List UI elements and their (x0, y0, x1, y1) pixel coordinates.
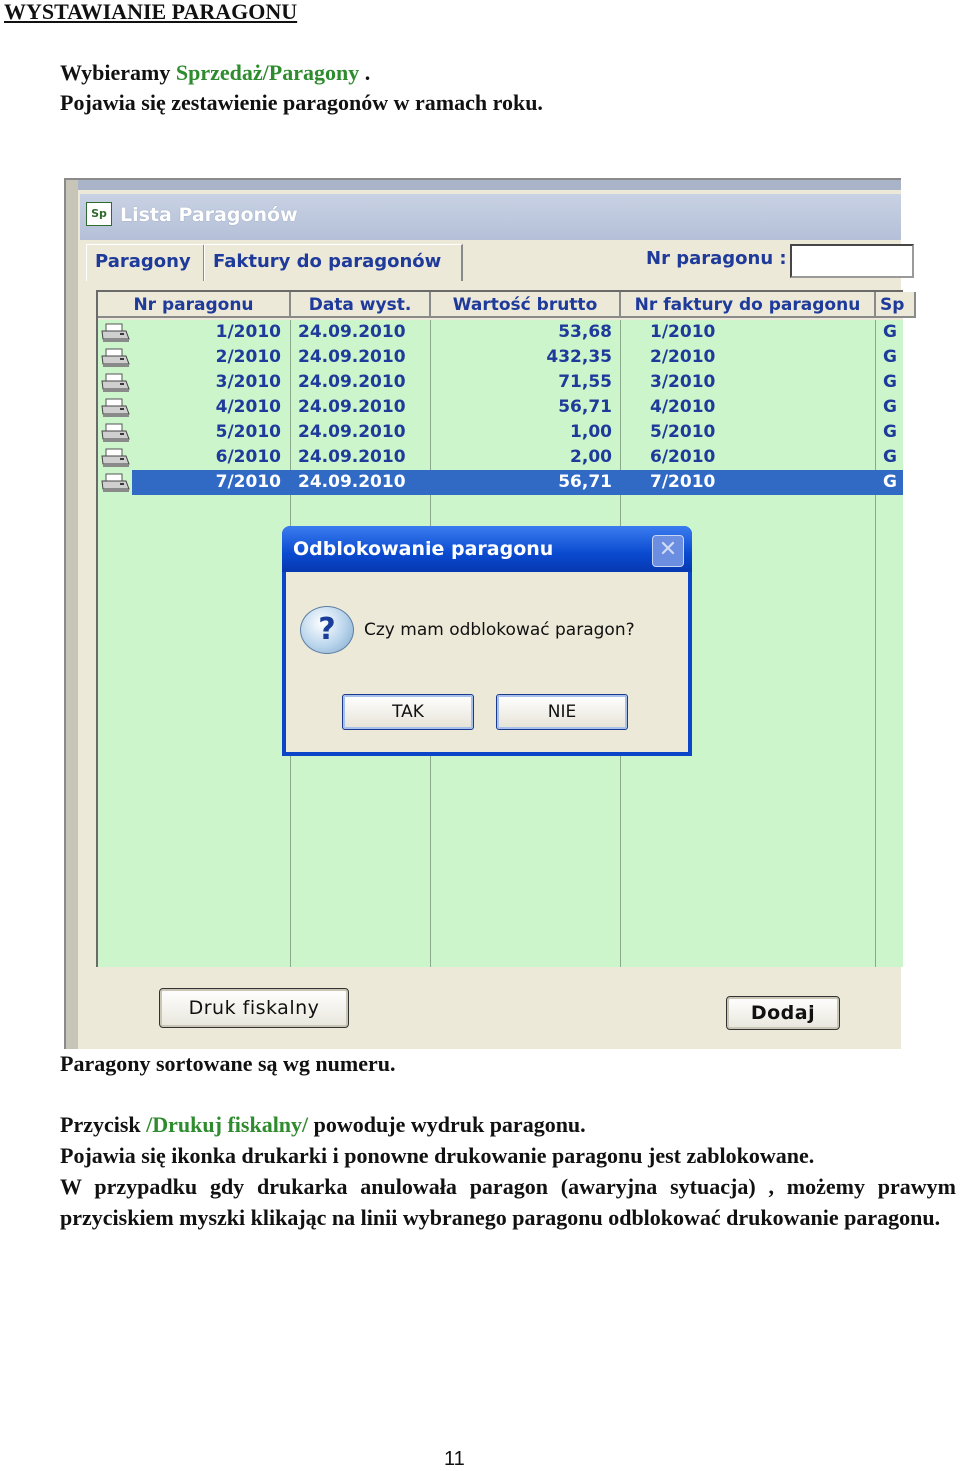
add-button[interactable]: Dodaj (726, 996, 840, 1030)
cell-invoice: 2/2010 (650, 347, 716, 367)
cell-invoice: 4/2010 (650, 397, 716, 417)
cell-sp: G (883, 447, 897, 467)
intro-line-2: Pojawia się zestawienie paragonów w ramach roku. (60, 90, 543, 115)
cell-value: 53,68 (558, 322, 612, 342)
tab-paragony[interactable]: Paragony (86, 244, 205, 281)
dialog-question (364, 620, 651, 640)
cell-value: 56,71 (558, 472, 612, 492)
search-label: Nr paragonu : (646, 248, 787, 269)
outer-frame (66, 180, 901, 190)
dialog-body (286, 572, 688, 752)
tab-faktury-do-paragonow[interactable]: Faktury do paragonów (204, 244, 463, 281)
print-prefix: Przycisk (60, 1112, 147, 1137)
cell-sp: G (883, 472, 897, 492)
table-row[interactable] (98, 470, 903, 495)
cell-value: 432,35 (546, 347, 612, 367)
print-button-reference: /Drukuj fiskalny/ (146, 1112, 309, 1137)
cell-nr: 3/2010 (215, 372, 281, 392)
column-header-sp[interactable]: Sp (876, 292, 916, 318)
cell-date: 24.09.2010 (298, 372, 406, 392)
app-logo-icon: Sp (86, 202, 112, 226)
dialog-question-text: Czy mam odblokować paragon? (364, 620, 635, 640)
menu-path: Sprzedaż/Paragony (175, 60, 360, 85)
unlock-dialog (282, 526, 692, 756)
cell-date: 24.09.2010 (298, 347, 406, 367)
cell-nr: 7/2010 (215, 472, 281, 492)
table-row[interactable] (98, 370, 903, 395)
table-row[interactable] (98, 420, 903, 445)
cell-sp: G (883, 322, 897, 342)
dialog-titlebar[interactable] (282, 526, 692, 572)
cell-nr: 6/2010 (215, 447, 281, 467)
cell-date: 24.09.2010 (298, 322, 406, 342)
table-header (98, 292, 903, 320)
table-row[interactable] (98, 395, 903, 420)
print-line-1 (60, 1110, 586, 1140)
cell-invoice: 1/2010 (650, 322, 716, 342)
print-line-2: Pojawia się ikonka drukarki i ponowne drukowanie paragonu jest zablokowane. (60, 1143, 815, 1168)
close-icon[interactable]: ✕ (652, 535, 684, 567)
cell-invoice: 7/2010 (650, 472, 716, 492)
sort-note: Paragony sortowane są wg numeru. (60, 1051, 396, 1076)
cell-invoice: 5/2010 (650, 422, 716, 442)
cell-sp: G (883, 347, 897, 367)
cell-date: 24.09.2010 (298, 422, 406, 442)
print-suffix: powoduje wydruk paragonu. (308, 1112, 586, 1137)
cell-date: 24.09.2010 (298, 472, 406, 492)
cell-sp: G (883, 372, 897, 392)
cell-date: 24.09.2010 (298, 447, 406, 467)
table-row[interactable] (98, 345, 903, 370)
table-row[interactable] (98, 445, 903, 470)
printer-icon (100, 473, 130, 493)
cell-value: 2,00 (570, 447, 612, 467)
cell-invoice: 3/2010 (650, 372, 716, 392)
cell-invoice: 6/2010 (650, 447, 716, 467)
printer-icon (100, 348, 130, 368)
intro-suffix: . (359, 60, 371, 85)
table-row[interactable] (98, 320, 903, 345)
window-title: Lista Paragonów (120, 204, 298, 226)
screenshot-lista-paragonow (64, 178, 905, 1049)
column-header-date[interactable]: Data wyst. (291, 292, 431, 318)
document-title: WYSTAWIANIE PARAGONU (4, 0, 298, 24)
outer-frame-left (66, 180, 78, 1049)
cell-sp: G (883, 397, 897, 417)
column-header-nr[interactable]: Nr paragonu (98, 292, 291, 318)
cell-value: 56,71 (558, 397, 612, 417)
tab-bar (80, 240, 901, 282)
no-button[interactable]: NIE (496, 694, 628, 730)
printer-icon (100, 398, 130, 418)
cell-sp: G (883, 422, 897, 442)
column-header-invoice[interactable]: Nr faktury do paragonu (621, 292, 876, 318)
cell-value: 71,55 (558, 372, 612, 392)
intro-line-1 (60, 58, 370, 88)
cell-nr: 5/2010 (215, 422, 281, 442)
cell-nr: 1/2010 (215, 322, 281, 342)
printer-icon (100, 448, 130, 468)
cell-nr: 4/2010 (215, 397, 281, 417)
page-number: 11 (444, 1448, 465, 1470)
search-input[interactable] (790, 244, 914, 278)
print-fiscal-button[interactable]: Druk fiskalny (159, 988, 349, 1028)
yes-button[interactable]: TAK (342, 694, 474, 730)
cell-value: 1,00 (570, 422, 612, 442)
cell-nr: 2/2010 (215, 347, 281, 367)
cell-date: 24.09.2010 (298, 397, 406, 417)
window-titlebar[interactable] (80, 194, 901, 240)
printer-icon (100, 323, 130, 343)
intro-prefix: Wybieramy (60, 60, 176, 85)
column-header-value[interactable]: Wartość brutto (431, 292, 621, 318)
printer-icon (100, 373, 130, 393)
printer-icon (100, 423, 130, 443)
question-icon: ? (300, 606, 354, 654)
dialog-title: Odblokowanie paragonu (293, 538, 554, 560)
unlock-paragraph: W przypadku gdy drukarka anulowała paragon (awaryjna sytuacja) , możemy prawym przyciskiem myszki klikając na linii wybranego paragonu odblokować drukowanie paragonu. (60, 1174, 956, 1230)
